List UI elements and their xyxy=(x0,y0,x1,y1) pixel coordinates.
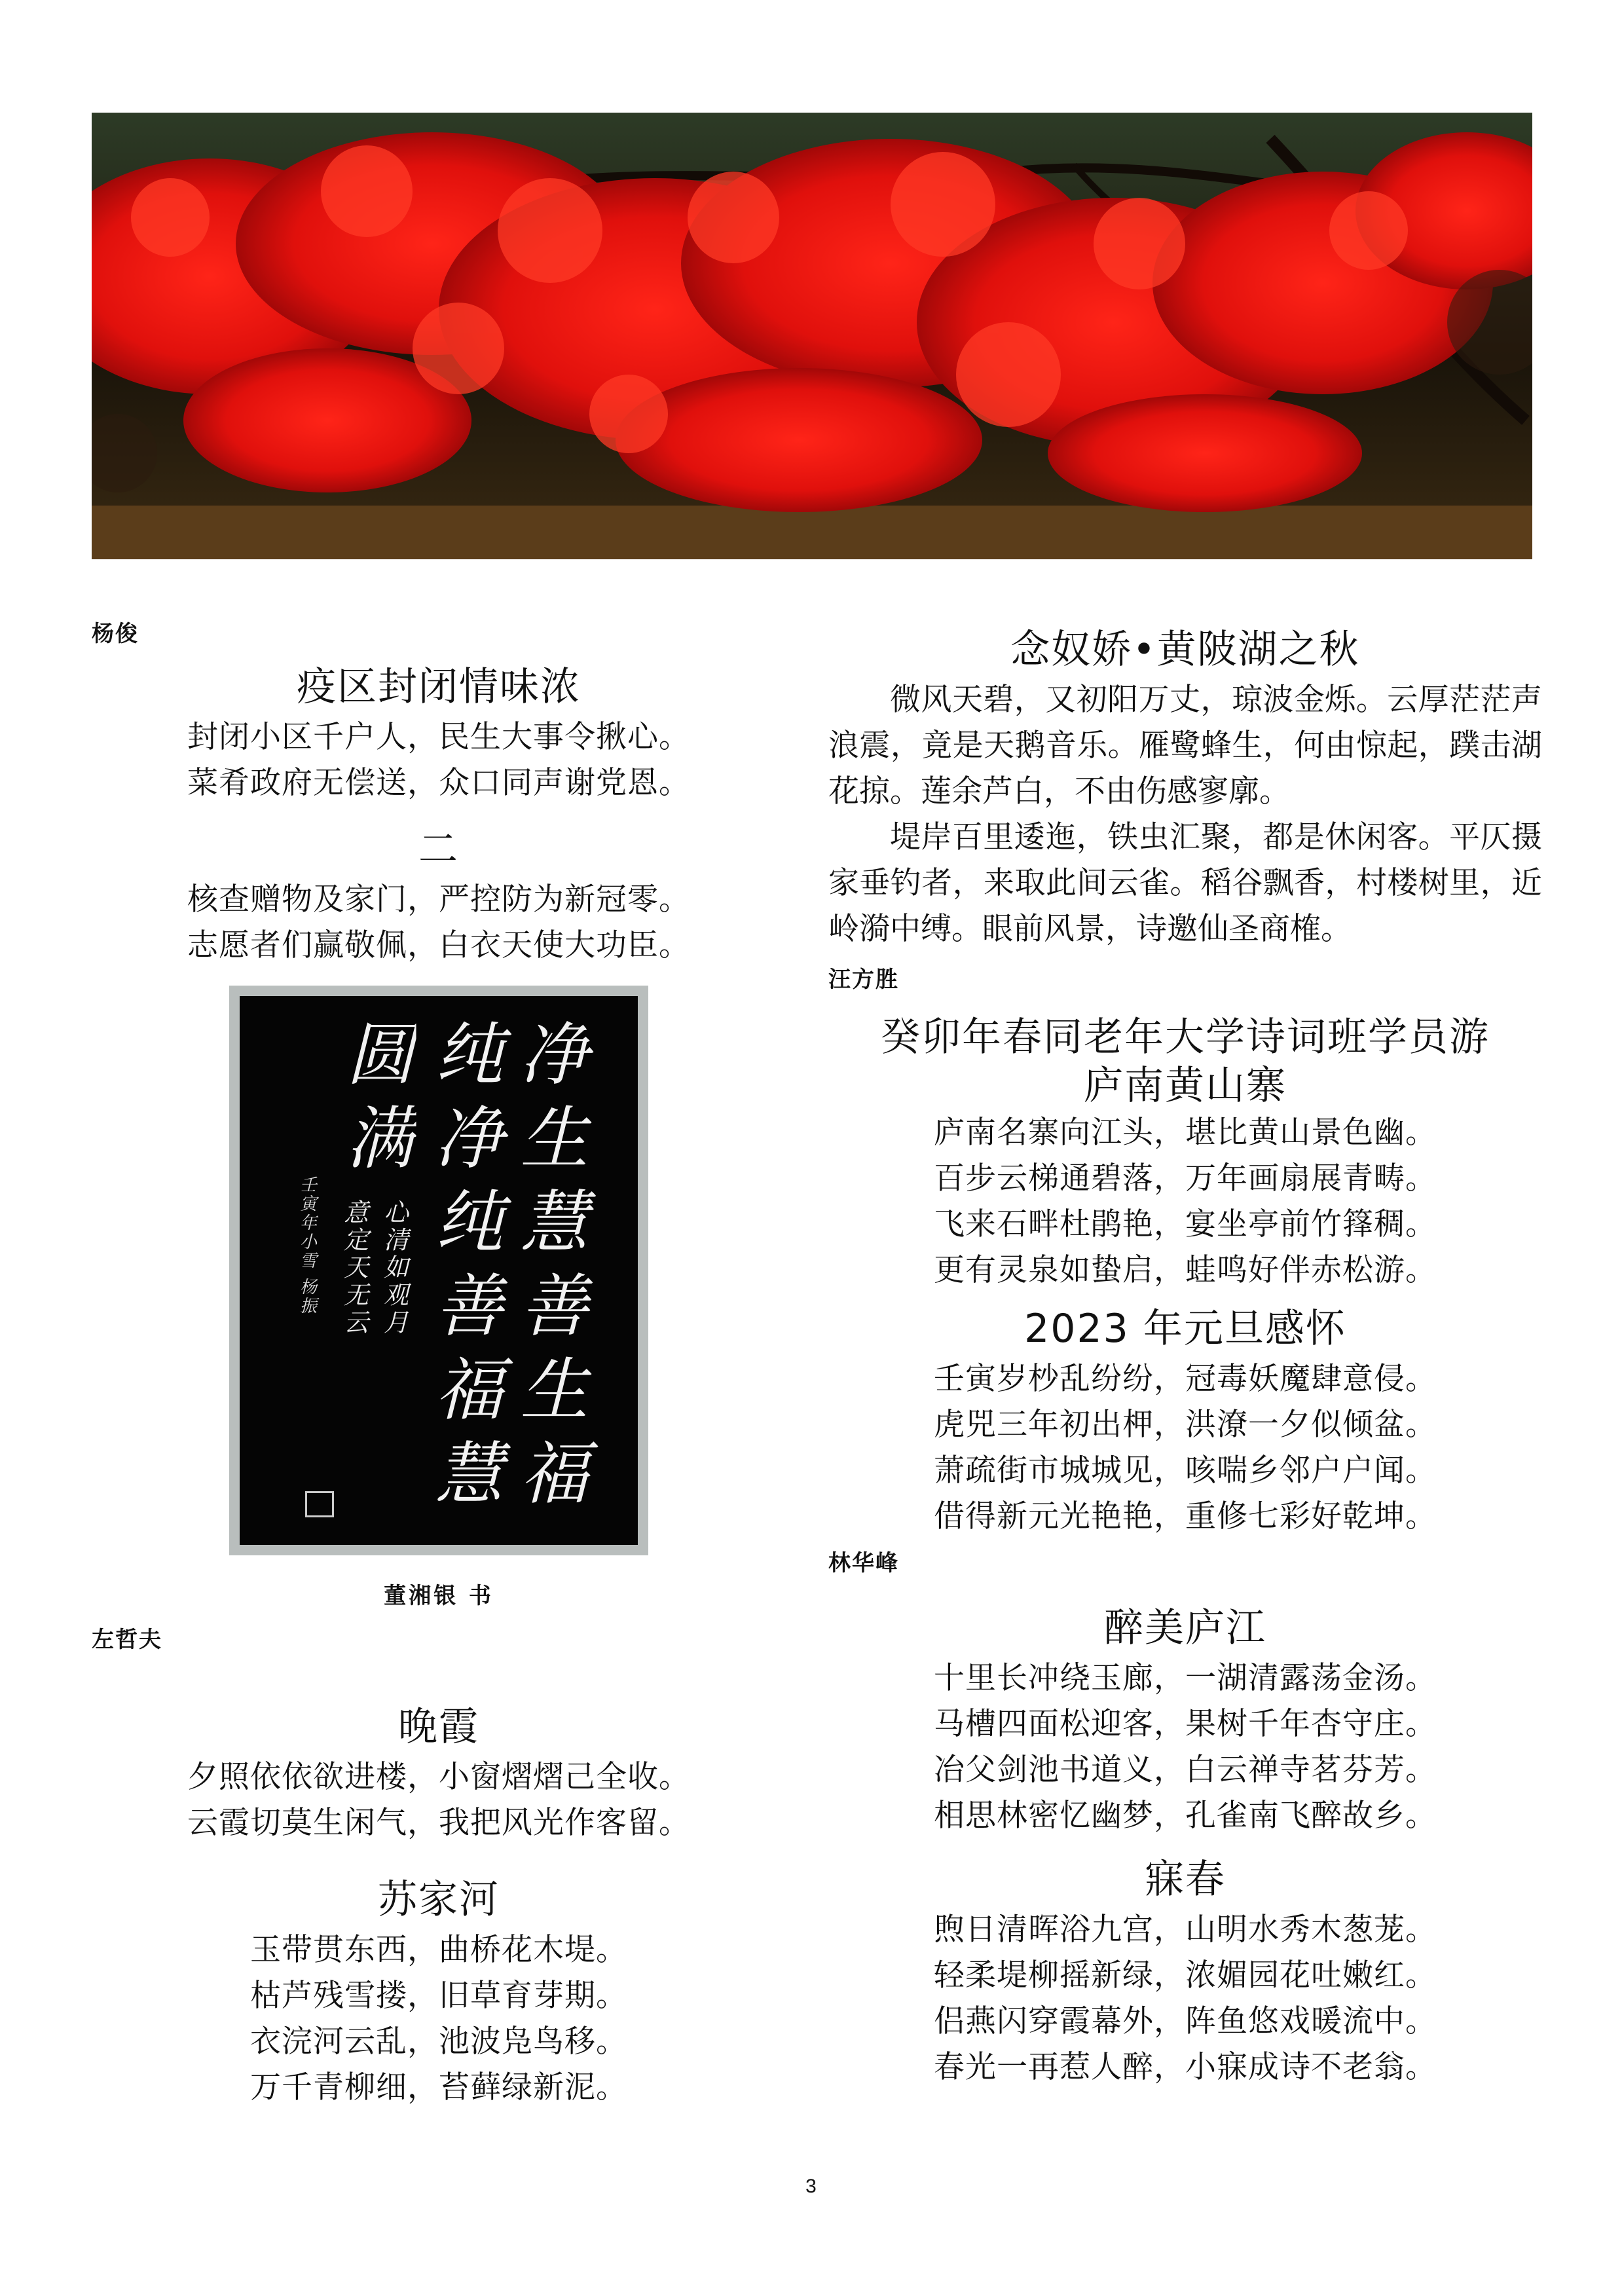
poem-title-new-year: 2023 年元旦感怀 xyxy=(1024,1306,1346,1352)
seal-stamp xyxy=(305,1491,334,1517)
author-wang-fangsheng: 汪方胜 xyxy=(828,967,899,993)
calligraphy-column-3-group xyxy=(334,1018,415,1545)
poem-line: 封闭小区千户人，民生大事令揪心。 xyxy=(187,719,690,755)
poem-line: 相思林密忆幽梦，孔雀南飞醉故乡。 xyxy=(934,1798,1437,1834)
poem-line: 玉带贯东西，曲桥花木堤。 xyxy=(250,1932,627,1968)
poem-title-epidemic: 疫区封闭情味浓 xyxy=(297,664,581,710)
poem-title-huangshanzhai-1: 癸卯年春同老年大学诗词班学员游 xyxy=(881,1014,1490,1060)
poem-line: 万千青柳细，苔藓绿新泥。 xyxy=(250,2069,627,2105)
poem-line: 夕照依依欲进楼，小窗熠熠己全收。 xyxy=(187,1759,690,1795)
page-number: 3 xyxy=(805,2176,817,2197)
poem-line: 志愿者们赢敬佩，白衣天使大功臣。 xyxy=(187,927,690,963)
poem-part2-title: 二 xyxy=(418,826,459,872)
poem-line: 春光一再惹人醉，小寐成诗不老翁。 xyxy=(934,2049,1437,2085)
poem-line: 轻柔堤柳摇新绿，浓媚园花吐嫩红。 xyxy=(934,1957,1437,1993)
ci-title: 念奴娇•黄陂湖之秋 xyxy=(1010,627,1360,673)
left-column xyxy=(92,616,786,2111)
poem-line: 核查赠物及家门，严控防为新冠零。 xyxy=(187,881,690,917)
poem-line: 虎兕三年初出柙，洪潦一夕似倾盆。 xyxy=(934,1407,1437,1443)
poem-line: 十里长冲绕玉廊，一湖清露荡金汤。 xyxy=(934,1660,1437,1696)
poem-line: 庐南名寨向江头，堪比黄山景色幽。 xyxy=(934,1115,1437,1151)
poem-line: 云霞切莫生闲气，我把风光作客留。 xyxy=(187,1805,690,1841)
calligraphy-small-text2: 意定天无云 xyxy=(339,1199,369,1337)
maple-leaves-image xyxy=(92,113,1532,559)
poem-title-huangshanzhai-2: 庐南黄山寨 xyxy=(1084,1063,1287,1109)
poem-line: 萧疏街市城城见，咳喘乡邻户户闻。 xyxy=(934,1453,1437,1489)
poem-line: 壬寅岁杪乱纷纷，冠毒妖魔肆意侵。 xyxy=(934,1361,1437,1397)
poem-line: 冶父剑池书道义，白云禅寺茗芬芳。 xyxy=(934,1752,1437,1788)
poem-title-lujiang: 醉美庐江 xyxy=(1104,1605,1266,1651)
banner-photo xyxy=(92,113,1532,559)
ci-paragraph-1: 微风天碧，又初阳万丈，琼波金烁。云厚茫茫声浪震，竟是天鹅音乐。雁鹭蜂生，何由惊起，蹼击湖花掠。莲余芦白，不由伤感寥廓。 xyxy=(828,682,1542,809)
poem-line: 更有灵泉如蛰启，蛙鸣好伴赤松游。 xyxy=(934,1252,1437,1288)
poem-title-wanxia: 晚霞 xyxy=(398,1704,479,1750)
right-column xyxy=(828,622,1542,2090)
poem-line: 侣燕闪穿霞幕外，阵鱼悠戏暖流中。 xyxy=(934,2003,1437,2039)
poem-line: 菜肴政府无偿送，众口同声谢党恩。 xyxy=(187,765,690,801)
author-zuo-zhefu: 左哲夫 xyxy=(92,1627,162,1653)
calligraphy-artwork xyxy=(229,986,648,1555)
calligraphy-column-1: 净生慧善生福 xyxy=(508,1018,589,1521)
poem-line: 衣浣河云乱，池波凫鸟移。 xyxy=(250,2024,627,2060)
calligraphy-signature: 壬寅年小雪 杨振 xyxy=(297,1176,317,1316)
poem-line: 借得新元光艳艳，重修七彩好乾坤。 xyxy=(934,1498,1437,1534)
author-lin-huafeng: 林华峰 xyxy=(828,1550,899,1576)
poem-line: 马槽四面松迎客，果树千年杏守庄。 xyxy=(934,1706,1437,1742)
poem-title-sujiahe: 苏家河 xyxy=(378,1877,500,1923)
calligraphy-column-2: 纯净纯善福慧 xyxy=(423,1018,504,1521)
author-yang-jun: 杨俊 xyxy=(92,621,139,647)
poem-title-meichun: 寐春 xyxy=(1145,1857,1226,1902)
calligraphy-inscription xyxy=(337,1199,413,1337)
poem-line: 煦日清晖浴九宫，山明水秀木葱茏。 xyxy=(934,1912,1437,1948)
calligraphy-column-3: 圆满 xyxy=(334,1018,415,1186)
poem-line: 枯芦残雪搂，旧草育芽期。 xyxy=(250,1978,627,2014)
calligraphy-small-text: 心清如观月 xyxy=(379,1199,409,1337)
calligraphy-caption: 董湘银 书 xyxy=(384,1583,494,1609)
calligraphy-panel xyxy=(240,996,638,1545)
poem-line: 百步云梯通碧落，万年画扇展青畴。 xyxy=(934,1160,1437,1196)
ci-paragraph-2: 堤岸百里逶迤，铁虫汇聚，都是休闲客。平仄摄家垂钓者，来取此间云雀。稻谷飘香，村楼树里，近岭漪中缚。眼前风景，诗邀仙圣商榷。 xyxy=(828,819,1542,947)
poem-line: 飞来石畔杜鹃艳，宴坐亭前竹箨稠。 xyxy=(934,1206,1437,1242)
